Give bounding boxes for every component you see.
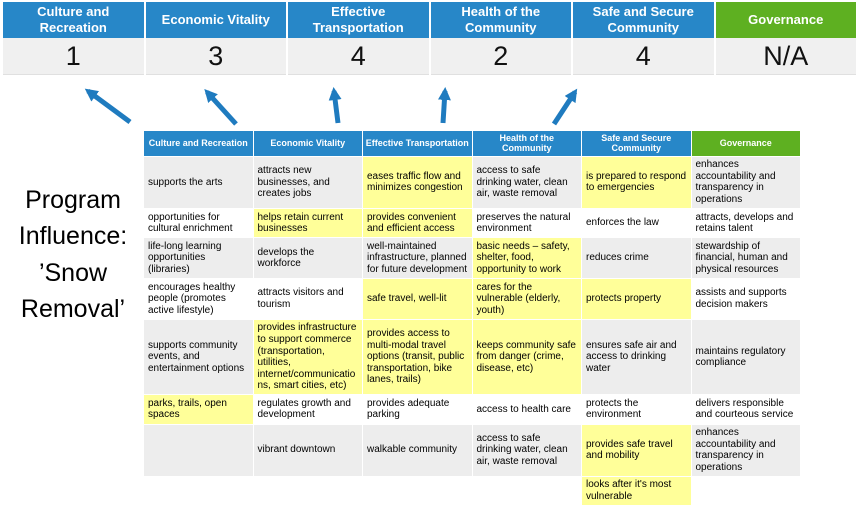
matrix-cell-highlighted: is prepared to respond to emergencies [582,156,692,208]
matrix-header-cell: Health of the Community [472,131,582,157]
matrix-cell: walkable community [363,424,473,476]
matrix-cell-highlighted: protects property [582,279,692,320]
matrix-row [144,238,801,279]
up-arrow-icon [443,91,445,123]
matrix-cell [144,424,254,476]
summary-column-header: Effective Transportation [288,2,429,38]
summary-score: 4 [288,38,429,75]
matrix-header-cell: Governance [691,131,801,157]
matrix-cell-highlighted: eases traffic flow and minimizes congestion [363,156,473,208]
influence-matrix-table [143,130,801,506]
up-arrow-icon [88,91,130,122]
matrix-cell: attracts new businesses, and creates jobs [253,156,363,208]
matrix-header-cell: Culture and Recreation [144,131,254,157]
matrix-cell: supports the arts [144,156,254,208]
matrix-cell-highlighted: provides convenient and efficient access [363,209,473,238]
matrix-cell [472,476,582,505]
matrix-cell-highlighted: keeps community safe from danger (crime, disease, etc) [472,319,582,395]
matrix-cell: access to health care [472,395,582,424]
matrix-cell: protects the environment [582,395,692,424]
matrix-header-cell: Safe and Secure Community [582,131,692,157]
matrix-cell [144,476,254,505]
summary-score: 4 [573,38,714,75]
summary-score: 1 [3,38,144,75]
matrix-cell: attracts, develops and retains talent [691,209,801,238]
matrix-row [144,476,801,505]
matrix-cell: access to safe drinking water, clean air, waste removal [472,424,582,476]
matrix-cell: maintains regulatory compliance [691,319,801,395]
matrix-cell: ensures safe air and access to drinking water [582,319,692,395]
summary-table [3,2,856,75]
summary-header-row [3,2,856,38]
matrix-cell [253,476,363,505]
matrix-row [144,395,801,424]
matrix-cell: enhances accountability and transparency in operations [691,424,801,476]
matrix-header-row [144,131,801,157]
matrix-cell: reduces crime [582,238,692,279]
summary-score: 3 [146,38,287,75]
matrix-cell: access to safe drinking water, clean air, waste removal [472,156,582,208]
matrix-cell: attracts visitors and tourism [253,279,363,320]
matrix-row [144,209,801,238]
matrix-cell: supports community events, and entertainment options [144,319,254,395]
up-arrow-icon [207,92,236,124]
matrix-cell-highlighted: provides safe travel and mobility [582,424,692,476]
matrix-cell: assists and supports decision makers [691,279,801,320]
summary-score: 2 [431,38,572,75]
up-arrow-icon [334,91,338,123]
matrix-row [144,319,801,395]
matrix-cell: enforces the law [582,209,692,238]
summary-column-header: Health of the Community [431,2,572,38]
matrix-cell-highlighted: looks after it's most vulnerable [582,476,692,505]
summary-score: N/A [716,38,857,75]
matrix-cell: preserves the natural environment [472,209,582,238]
matrix-cell: life-long learning opportunities (libraries) [144,238,254,279]
matrix-cell: vibrant downtown [253,424,363,476]
matrix-cell: develops the workforce [253,238,363,279]
matrix-cell-highlighted: basic needs – safety, shelter, food, opportunity to work [472,238,582,279]
matrix-cell [691,476,801,505]
matrix-header-cell: Effective Transportation [363,131,473,157]
matrix-row [144,424,801,476]
program-influence-label: Program Influence: ’Snow Removal’ [18,186,128,323]
matrix-row [144,279,801,320]
matrix-cell-highlighted: safe travel, well-lit [363,279,473,320]
summary-score-row [3,38,856,75]
matrix-header-cell: Economic Vitality [253,131,363,157]
matrix-cell: provides adequate parking [363,395,473,424]
summary-column-header: Governance [716,2,857,38]
matrix-cell-highlighted: cares for the vulnerable (elderly, youth) [472,279,582,320]
matrix-cell: regulates growth and development [253,395,363,424]
matrix-cell: encourages healthy people (promotes active lifestyle) [144,279,254,320]
matrix-row [144,156,801,208]
matrix-cell: well-maintained infrastructure, planned for future development [363,238,473,279]
matrix-body [144,156,801,505]
matrix-cell: opportunities for cultural enrichment [144,209,254,238]
arrows-overlay [0,82,859,132]
up-arrow-icon [554,92,575,124]
matrix-cell-highlighted: provides infrastructure to support commerce (transportation, utilities, internet/communications, smart cities, etc) [253,319,363,395]
matrix-cell [363,476,473,505]
summary-column-header: Economic Vitality [146,2,287,38]
summary-column-header: Culture and Recreation [3,2,144,38]
summary-column-header: Safe and Secure Community [573,2,714,38]
matrix-cell-highlighted: helps retain current businesses [253,209,363,238]
matrix-cell-highlighted: parks, trails, open spaces [144,395,254,424]
matrix-cell: stewardship of financial, human and physical resources [691,238,801,279]
matrix-cell-highlighted: provides access to multi-modal travel options (transit, public transportation, bike lanes, trails) [363,319,473,395]
matrix-cell: enhances accountability and transparency in operations [691,156,801,208]
matrix-cell: delivers responsible and courteous service [691,395,801,424]
